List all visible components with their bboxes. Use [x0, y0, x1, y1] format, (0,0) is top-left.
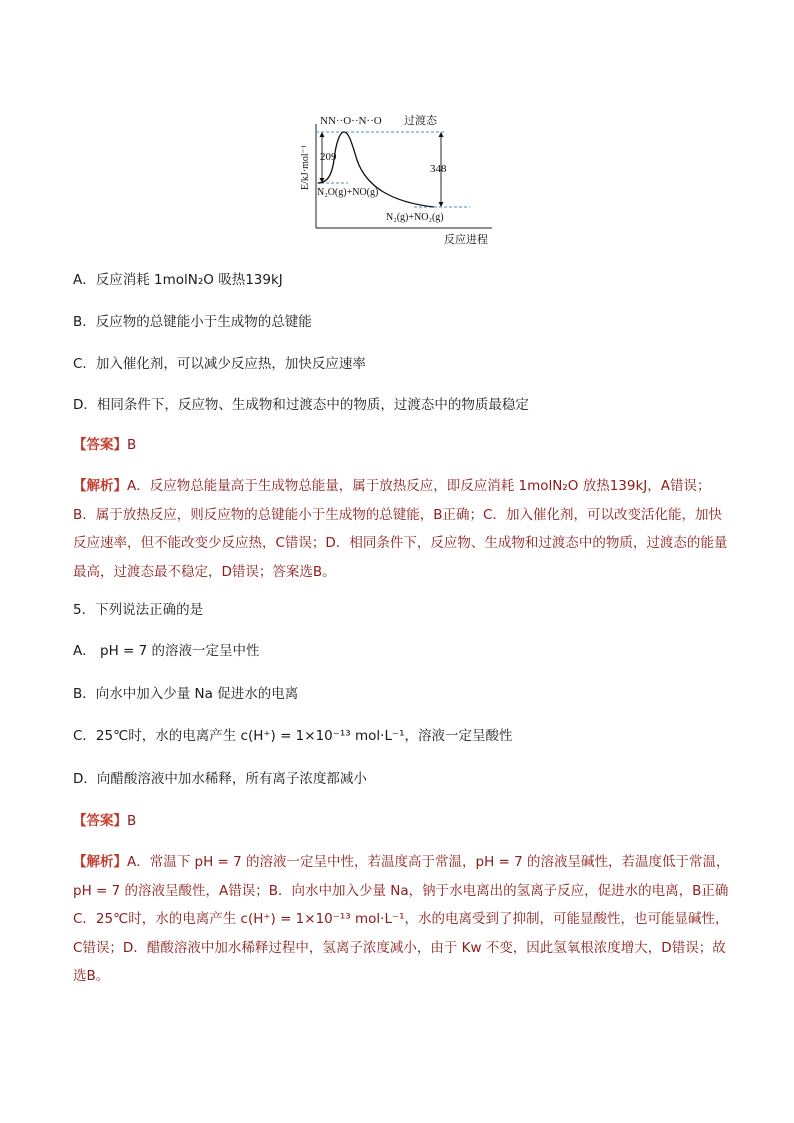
q5-option-d: D．向醋酸溶液中加水稀释，所有离子浓度都减小: [73, 771, 367, 787]
transition-species-label: NN··O··N··O: [320, 115, 382, 127]
q5-analysis: [73, 848, 733, 991]
q4-option-d: D．相同条件下，反应物、生成物和过渡态中的物质，过渡态中的物质最稳定: [73, 397, 529, 413]
energy-diagram: [294, 94, 506, 252]
reactants-label: N₂O(g)+NO(g): [317, 187, 379, 198]
transition-state-label: 过渡态: [404, 115, 437, 127]
q4-option-a: A．反应消耗 1molN₂O 吸热139kJ: [73, 272, 283, 288]
q4-option-b: B．反应物的总键能小于生成物的总键能: [73, 314, 312, 330]
products-label: N₂(g)+NO₂(g): [386, 212, 444, 223]
q5-analysis-text: A．常温下 pH = 7 的溶液一定呈中性，若温度高于常温，pH = 7 的溶液呈碱性，若温度低于常温，pH = 7 的溶液呈酸性，A错误；B．向水中加入少量 Na，钠于水电离出的氢离子反应，促进水的电离，B正确 C．25℃时，水的电离产生 c(H⁺) = 1×10⁻¹³ mol·L⁻¹，水的电离受到了抑制，可能显酸性，也可能显碱性，C错误；D．醋酸溶液中加水稀释过程中，氢离子浓度减小，由于 Kw 不变，因此氢氧根浓度增大，D错误；故选B。: [73, 854, 730, 984]
q5-answer: [73, 811, 136, 831]
q4-answer-tag: 【答案】: [73, 437, 127, 453]
q4-option-c: C．加入催化剂，可以减少反应热，加快反应速率: [73, 356, 366, 372]
q4-analysis-tag: 【解析】: [73, 478, 127, 494]
q4-answer: [73, 435, 136, 455]
q5-stem: 5．下列说法正确的是: [73, 602, 204, 618]
q4-analysis-text: A．反应物总能量高于生成物总能量，属于放热反应，即反应消耗 1molN₂O 放热139kJ，A错误；B．属于放热反应，则反应物的总键能小于生成物的总键能，B正确；C．加入催化剂，可以改变活化能，加快反应速率，但不能改变少反应热，C错误；D．相同条件下，反应物、生成物和过渡态中的物质，过渡态的能量最高，过渡态最不稳定，D错误；答案选B。: [73, 478, 728, 580]
q5-answer-tag: 【答案】: [73, 813, 127, 829]
value-209-label: 209: [320, 151, 337, 163]
q4-analysis: [73, 472, 733, 586]
energy-diagram-svg: [294, 94, 506, 252]
q5-answer-value: B: [127, 813, 137, 829]
value-348-label: 348: [430, 163, 447, 175]
q5-option-c: C．25℃时，水的电离产生 c(H⁺) = 1×10⁻¹³ mol·L⁻¹，溶液一定呈酸性: [73, 728, 513, 744]
x-axis-label: 反应进程: [444, 234, 488, 246]
q5-option-a: A． pH = 7 的溶液一定呈中性: [73, 643, 260, 659]
y-axis-label: E/kJ·mol⁻¹: [300, 145, 311, 190]
q4-answer-value: B: [127, 437, 137, 453]
q5-option-b: B．向水中加入少量 Na 促进水的电离: [73, 686, 299, 702]
q5-analysis-tag: 【解析】: [73, 854, 127, 870]
